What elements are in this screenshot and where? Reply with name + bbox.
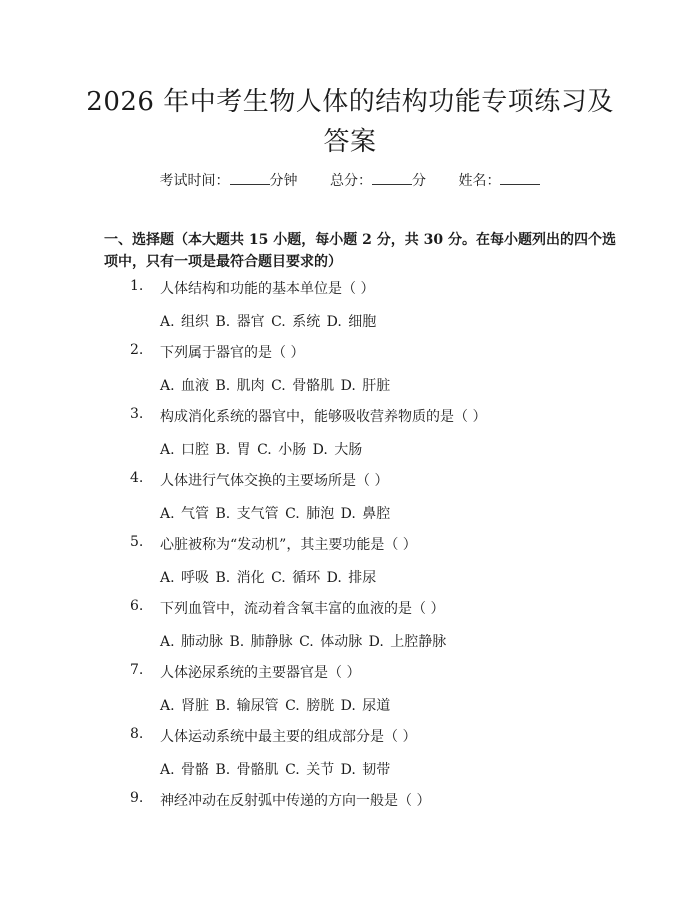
question-item (0, 406, 700, 470)
name-field (458, 170, 540, 190)
question-options: A. 呼吸 B. 消化 C. 循环 D. 排尿 (160, 570, 377, 586)
question-number: 8. (130, 726, 144, 742)
question-stem: 人体进行气体交换的主要场所是（ ） (160, 473, 389, 489)
question-stem: 心脏被称为“发动机”，其主要功能是（ ） (160, 537, 417, 553)
question-stem: 人体泌尿系统的主要器官是（ ） (160, 665, 361, 681)
name-label: 姓名： (458, 173, 501, 189)
question-number: 7. (130, 662, 144, 678)
question-options: A. 肺动脉 B. 肺静脉 C. 体动脉 D. 上腔静脉 (160, 634, 447, 650)
question-item (0, 598, 700, 662)
question-stem: 人体结构和功能的基本单位是（ ） (160, 281, 375, 297)
question-item (0, 278, 700, 342)
score-field (330, 170, 426, 190)
question-options: A. 口腔 B. 胃 C. 小肠 D. 大肠 (160, 442, 363, 458)
question-number: 4. (130, 470, 144, 486)
question-number: 5. (130, 534, 144, 550)
question-number: 2. (130, 342, 144, 358)
page-title (60, 82, 640, 162)
score-unit: 分 (412, 173, 426, 189)
question-options: A. 组织 B. 器官 C. 系统 D. 细胞 (160, 314, 377, 330)
question-number: 6. (130, 598, 144, 614)
time-unit: 分钟 (269, 173, 298, 189)
title-line-2: 答案 (323, 127, 377, 157)
question-stem: 下列属于器官的是（ ） (160, 345, 305, 361)
question-item (0, 726, 700, 790)
score-blank[interactable] (372, 172, 412, 185)
question-number: 3. (130, 406, 144, 422)
question-stem: 构成消化系统的器官中，能够吸收营养物质的是（ ） (160, 409, 487, 425)
name-blank[interactable] (500, 172, 540, 185)
question-number: 1. (130, 278, 144, 294)
question-options: A. 肾脏 B. 输尿管 C. 膀胱 D. 尿道 (160, 698, 391, 714)
question-item (0, 470, 700, 534)
question-item (0, 662, 700, 726)
question-item (0, 534, 700, 598)
time-label: 考试时间： (159, 173, 230, 189)
question-item (0, 790, 700, 854)
question-number: 9. (130, 790, 144, 806)
score-label: 总分： (330, 173, 372, 189)
question-item (0, 342, 700, 406)
question-stem: 人体运动系统中最主要的组成部分是（ ） (160, 729, 417, 745)
section-heading: 一、选择题（本大题共 15 小题，每小题 2 分，共 30 分。在每小题列出的四个选项中，只有一项是最符合题目要求的） (104, 232, 616, 270)
question-options: A. 骨骼 B. 骨骼肌 C. 关节 D. 韧带 (160, 762, 391, 778)
time-field (160, 170, 298, 190)
question-stem: 下列血管中，流动着含氧丰富的血液的是（ ） (160, 601, 445, 617)
question-list (0, 278, 700, 854)
question-stem: 神经冲动在反射弧中传递的方向一般是（ ） (160, 793, 431, 809)
question-options: A. 血液 B. 肌肉 C. 骨骼肌 D. 肝脏 (160, 378, 391, 394)
time-blank[interactable] (230, 172, 270, 185)
title-line-1: 2026 年中考生物人体的结构功能专项练习及 (86, 87, 614, 117)
question-options: A. 气管 B. 支气管 C. 肺泡 D. 鼻腔 (160, 506, 391, 522)
exam-info-row (0, 170, 700, 190)
